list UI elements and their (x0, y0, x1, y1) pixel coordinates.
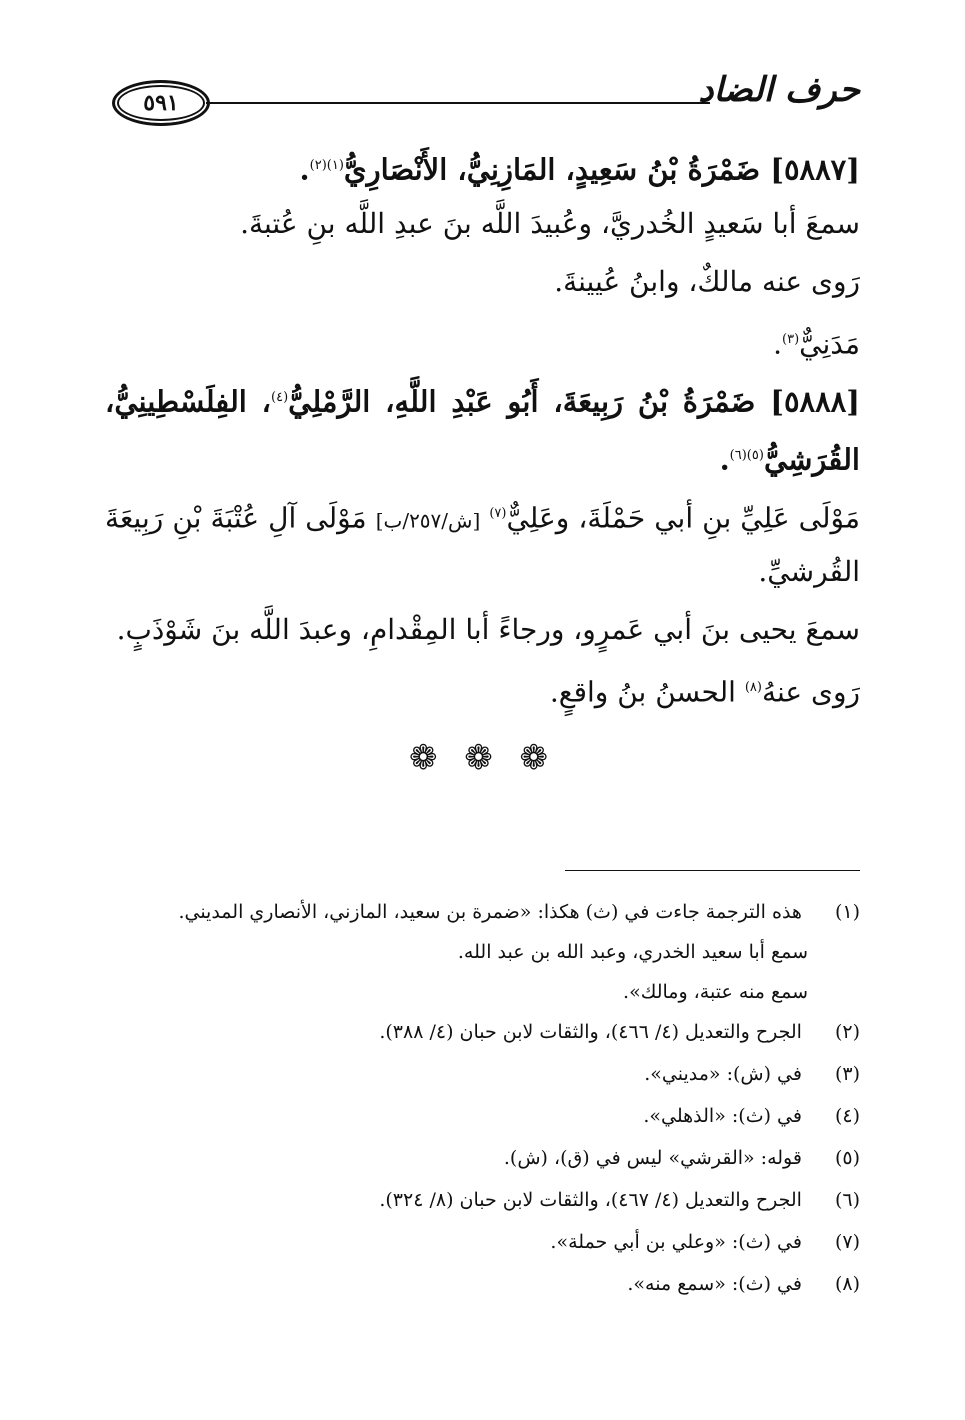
footnote (105, 1270, 860, 1298)
entry-number: [٥٨٨٧] (770, 152, 860, 187)
footnote-text: في (ث): «وعلي بن أبي حملة». (550, 1231, 802, 1253)
footnote (105, 1102, 860, 1130)
entry-heading-cont (105, 436, 860, 480)
footnote-text: الجرح والتعديل (٤/ ٤٦٦)، والثقات لابن حبان (٤/ ٣٨٨). (379, 1021, 802, 1043)
entry-heading (105, 146, 860, 190)
entry-line (105, 320, 860, 364)
entry-text: رَوى عنهُ (761, 675, 860, 709)
page-header (112, 68, 860, 128)
footnote (105, 1228, 860, 1256)
footnote-text: هذه الترجمة جاءت في (ث) هكذا: «ضمرة بن سعيد، المازني، الأنصاري المديني. (178, 901, 802, 923)
entry-text: مَدَنِيٌّ (799, 327, 860, 361)
entry-name: ضَمْرَةُ بْنُ سَعِيدٍ، المَازِنِيُّ، الأَنْصَارِيُّ (343, 152, 761, 187)
footnote-text: قوله: «القرشي» ليس في (ق)، (ش). (503, 1147, 802, 1169)
footnote-continuation: سمع أبا سعيد الخدري، وعبد الله بن عبد الله. (457, 941, 808, 963)
footnote-text: في (ث): «الذهلي». (643, 1105, 802, 1127)
header-rule (206, 102, 710, 104)
entry-text-rest: مَوْلَى آلِ عُتْبَةَ بْنِ رَبِيعَةَ (105, 501, 367, 535)
footnote-ref: (٧) (489, 506, 507, 521)
footnote-number: (٥) (834, 1147, 860, 1169)
footnote-separator (565, 870, 860, 871)
entry-line: سمعَ يحيى بنَ أبي عَمرٍو، ورجاءً أبا المِقْدامِ، وعبدَ اللَّه بنَ شَوْذَبٍ. (116, 613, 860, 646)
footnote (105, 1186, 860, 1214)
entry-heading (105, 378, 860, 422)
entry-name-rest: ، الفِلَسْطِينِيُّ، (105, 384, 272, 419)
footnote-text: الجرح والتعديل (٤/ ٤٦٧)، والثقات لابن حبان (٨/ ٣٢٤). (379, 1189, 802, 1211)
entry-name: ضَمْرَةُ بْنُ رَبِيعَةَ، أَبُو عَبْدِ اللَّهِ، الرَّمْلِيُّ (288, 384, 756, 419)
footnote-ref: (١)(٢) (309, 158, 344, 173)
footnote-number: (٧) (834, 1231, 860, 1253)
entry-line: القُرشيِّ. (758, 555, 860, 588)
footnote-number: (٤) (834, 1105, 860, 1127)
footnote (105, 898, 860, 926)
chapter-title: حرف الضاد (698, 70, 860, 110)
footnote-number: (٢) (834, 1021, 860, 1043)
entry-line (105, 494, 860, 540)
footnote (105, 1144, 860, 1172)
entry-text: مَوْلَى عَلِيِّ بنِ أبي حَمْلَةَ، وعَلِيٌّ (506, 501, 860, 535)
footnote-continuation: سمع منه عتبة، ومالك». (623, 981, 808, 1003)
entry-number: [٥٨٨٨] (770, 384, 860, 419)
footnote-number: (٨) (834, 1273, 860, 1295)
page-number-badge (112, 80, 210, 126)
footnote-ref: (٥)(٦) (729, 448, 764, 463)
footnote-text: في (ش): «مديني». (644, 1063, 802, 1085)
punctuation: . (773, 327, 783, 361)
entry-line (105, 668, 860, 712)
footnote-number: (٣) (834, 1063, 860, 1085)
footnote-number: (١) (834, 901, 860, 923)
page-number: ٥٩١ (143, 90, 179, 116)
footnote-number: (٦) (834, 1189, 860, 1211)
punctuation: . (719, 442, 730, 477)
manuscript-ref: [ش/٢٥٧/ب] (375, 508, 481, 533)
section-ornament: ❁ ❁ ❁ (408, 738, 557, 778)
footnote (105, 1060, 860, 1088)
entry-text-rest: الحسنُ بنُ واقعٍ. (549, 675, 736, 709)
punctuation: . (299, 152, 310, 187)
footnote-ref: (٣) (782, 332, 800, 347)
footnote-text: في (ث): «سمع منه». (627, 1273, 802, 1295)
footnote (105, 1018, 860, 1046)
footnote-ref: (٤) (271, 390, 289, 405)
footnote-ref: (٨) (744, 680, 762, 695)
entry-line: رَوى عنه مالكٌ، وابنُ عُيينةَ. (554, 265, 860, 298)
entry-line: سمعَ أبا سَعيدٍ الخُدريَّ، وعُبيدَ اللَّه بنَ عبدِ اللَّه بنِ عُتبةَ. (240, 207, 860, 240)
entry-name: القُرَشِيُّ (763, 442, 860, 477)
